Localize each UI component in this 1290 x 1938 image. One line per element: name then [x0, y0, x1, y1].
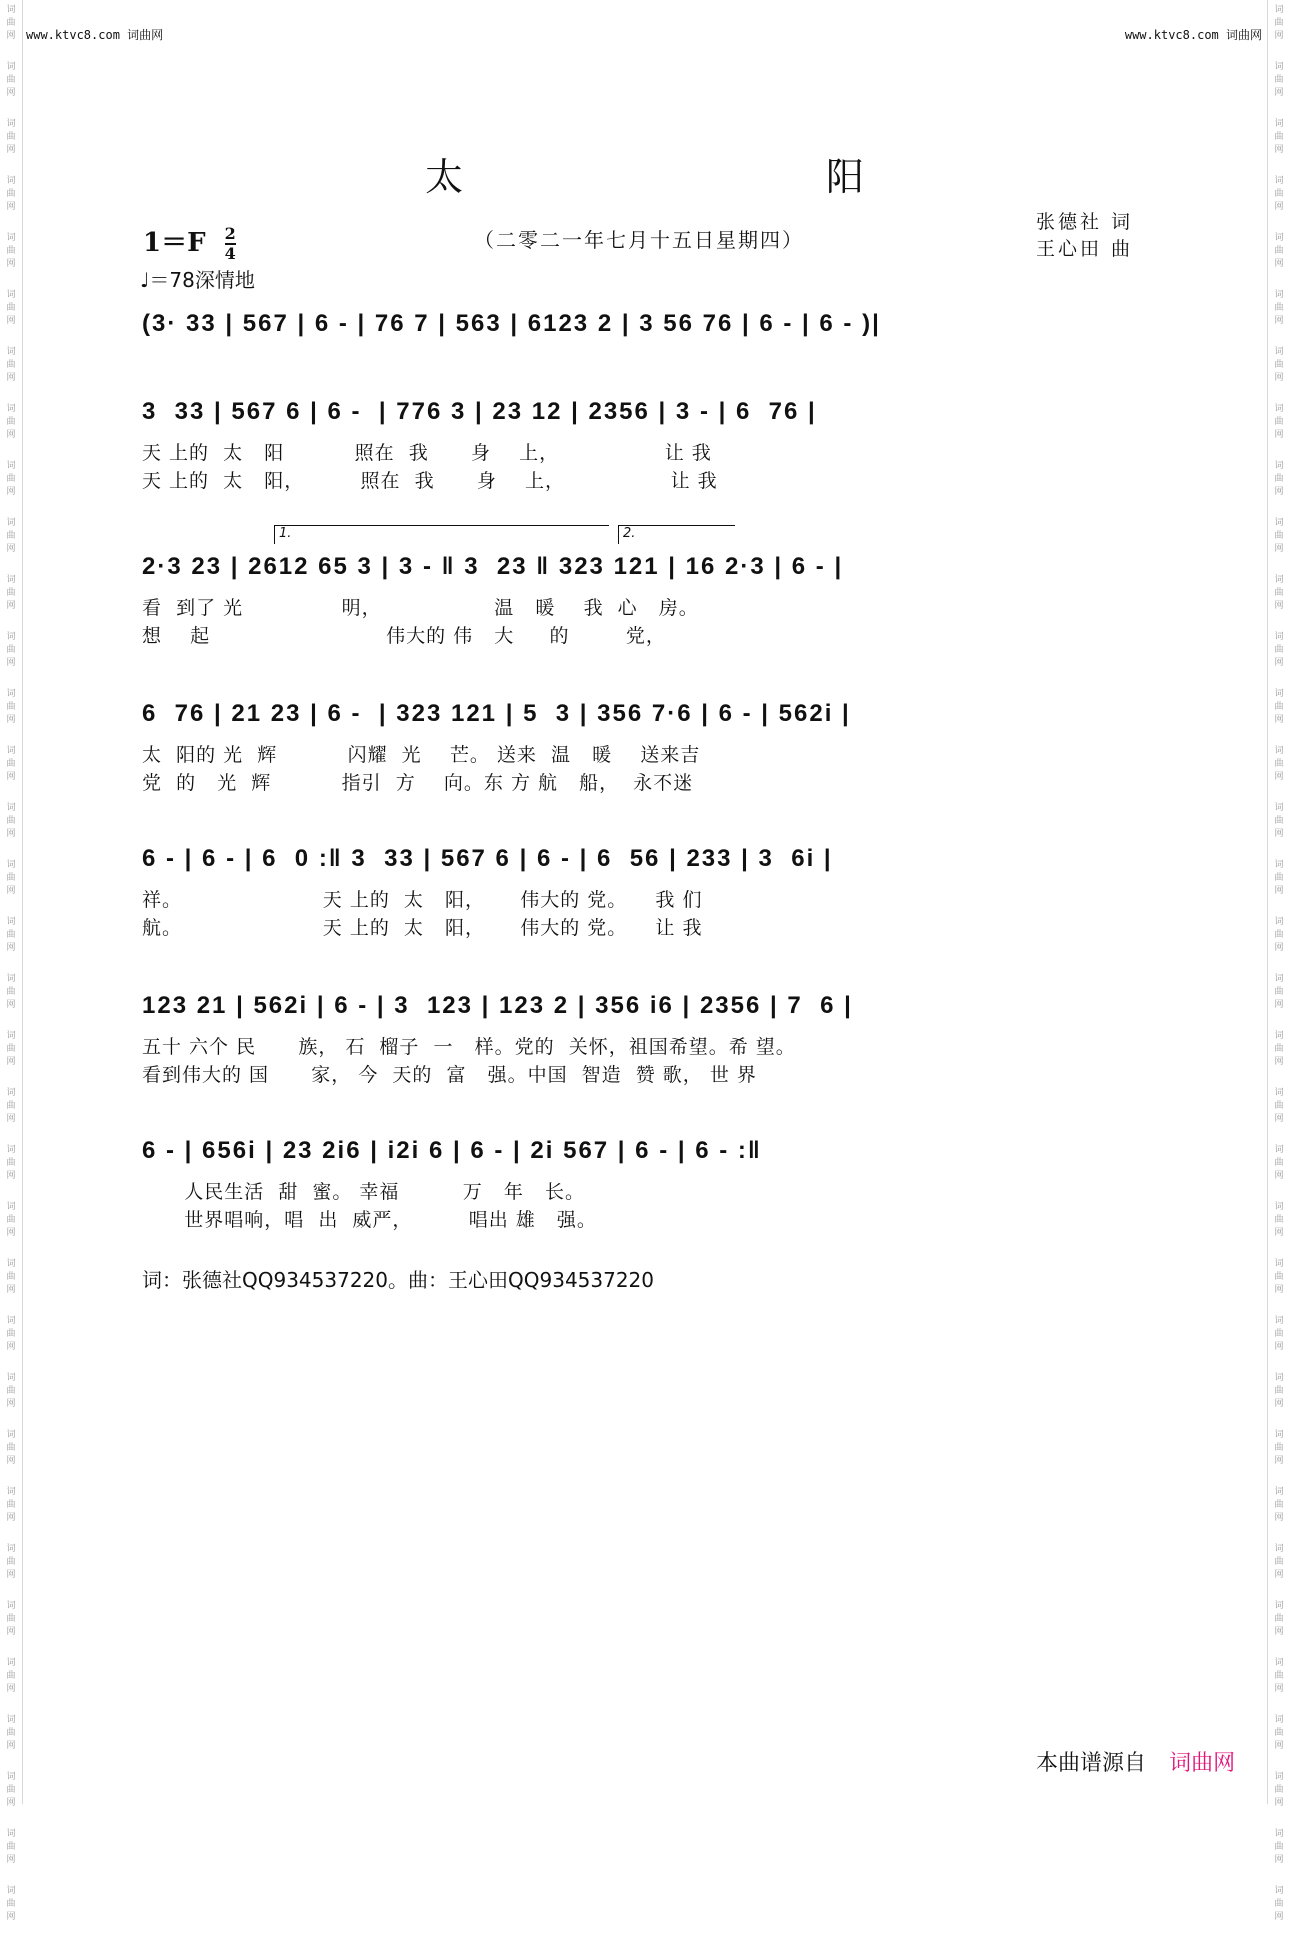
- credits-footer: 词：张德社QQ934537220。曲：王心田QQ934537220: [142, 1268, 655, 1292]
- score-line-6: [0, 992, 1290, 1092]
- time-top: 2: [224, 224, 236, 243]
- title-char-1: 太: [425, 155, 464, 199]
- notes-line: 6 - | 6 - | 6 0 :‖ 3 33 | 567 6 | 6 - | 6 56 | 233 | 3 6i |: [142, 845, 833, 872]
- left-watermark-strip: 词 曲 网 词 曲 网 词 曲 网 词 曲 网 词 曲 网 词 曲 网 词 曲 网 词 曲 网 词 曲 网 词 曲 网 词 曲 网 词 曲 网 词 曲 网 词 曲 网 词 曲 网 词 曲 网 词 曲 网 词 曲 网 词 曲 网 词 曲 网 词 曲 网 词 曲 网 词 曲 网 词 曲 网 词 曲 网 词 曲 网 词 曲 网 词 曲 网 词 曲 网 词 曲 网 词 曲 网 词 曲 网 词 曲 网 词 曲 网: [6, 5, 16, 1922]
- lyrics-verse-2: 世界唱响，唱 出 威严， 唱出 雄 强。: [142, 1209, 597, 1231]
- lyricist-credit: 张德社 词: [1036, 211, 1134, 233]
- composition-date: （二零二一年七月十五日星期四）: [474, 228, 804, 252]
- title-char-2: 阳: [826, 155, 865, 199]
- lyrics-verse-2: 天 上的 太 阳， 照在 我 身 上， 让 我: [142, 470, 718, 492]
- notes-line: 123 21 | 562i | 6 - | 3 123 | 123 2 | 356 i6 | 2356 | 7 6 |: [142, 992, 853, 1019]
- source-brand-link[interactable]: 词曲网: [1169, 1751, 1236, 1776]
- key-label: 1＝F: [143, 228, 206, 258]
- score-line-3: [0, 553, 1290, 653]
- score-line-5: [0, 845, 1290, 945]
- lyrics-verse-1: 天 上的 太 阳 照在 我 身 上， 让 我: [142, 442, 712, 464]
- lyrics-verse-2: 党 的 光 辉 指引 方 向。东 方 航 船， 永不迷: [142, 772, 694, 794]
- second-ending-bracket: 2.: [618, 525, 735, 544]
- first-ending-bracket: 1.: [274, 525, 609, 544]
- site-link-left[interactable]: www.ktvc8.com 词曲网: [26, 28, 164, 42]
- key-signature: [143, 222, 236, 262]
- score-line-4: [0, 700, 1290, 800]
- lyrics-verse-1: 看 到了 光 明， 温 暖 我 心 房。: [142, 597, 699, 619]
- score-line-2: [0, 398, 1290, 498]
- lyrics-verse-2: 看到伟大的 国 家， 今 天的 富 强。中国 智造 赞 歌， 世 界: [142, 1064, 757, 1086]
- source-attribution: [1036, 1746, 1235, 1777]
- lyrics-verse-2: 想 起 伟大的 伟 大 的 党，: [142, 625, 666, 647]
- source-label: 本曲谱源自: [1036, 1751, 1147, 1776]
- site-link-right[interactable]: www.ktvc8.com 词曲网: [1124, 28, 1262, 42]
- tempo-marking: ♩＝78深情地: [140, 268, 255, 292]
- notes-line: 2·3 23 | 2612 65 3 | 3 - ‖ 3 23 ‖ 323 121 | 16 2·3 | 6 - |: [142, 553, 844, 580]
- score-line-1: [0, 310, 1290, 370]
- lyrics-verse-1: 祥。 天 上的 太 阳， 伟大的 党。 我 们: [142, 889, 703, 911]
- notes-line: (3· 33 | 567 | 6 - | 76 7 | 563 | 6123 2 | 3 56 76 | 6 - | 6 - )|: [142, 310, 881, 337]
- notes-line: 6 - | 656i | 23 2i6 | i2i 6 | 6 - | 2i 567 | 6 - | 6 - :‖: [142, 1137, 762, 1164]
- lyrics-verse-1: 五十 六个 民 族， 石 榴子 一 样。党的 关怀，祖国希望。希 望。: [142, 1036, 796, 1058]
- lyrics-verse-2: 航。 天 上的 太 阳， 伟大的 党。 让 我: [142, 917, 703, 939]
- lyrics-verse-1: 太 阳的 光 辉 闪耀 光 芒。 送来 温 暖 送来吉: [142, 744, 701, 766]
- notes-line: 6 76 | 21 23 | 6 - | 323 121 | 5 3 | 356 7·6 | 6 - | 562i |: [142, 700, 851, 727]
- lyrics-verse-1: 人民生活 甜 蜜。 幸福 万 年 长。: [142, 1181, 586, 1203]
- time-signature: [225, 226, 236, 262]
- notes-line: 3 33 | 567 6 | 6 - | 776 3 | 23 12 | 2356 | 3 - | 6 76 |: [142, 398, 817, 425]
- composer-credit: 王心田 曲: [1036, 238, 1134, 260]
- score-line-7: [0, 1137, 1290, 1237]
- time-bottom: 4: [224, 244, 236, 263]
- right-watermark-strip: 词 曲 网 词 曲 网 词 曲 网 词 曲 网 词 曲 网 词 曲 网 词 曲 网 词 曲 网 词 曲 网 词 曲 网 词 曲 网 词 曲 网 词 曲 网 词 曲 网 词 曲 网 词 曲 网 词 曲 网 词 曲 网 词 曲 网 词 曲 网 词 曲 网 词 曲 网 词 曲 网 词 曲 网 词 曲 网 词 曲 网 词 曲 网 词 曲 网 词 曲 网 词 曲 网 词 曲 网 词 曲 网 词 曲 网 词 曲 网: [1274, 5, 1284, 1922]
